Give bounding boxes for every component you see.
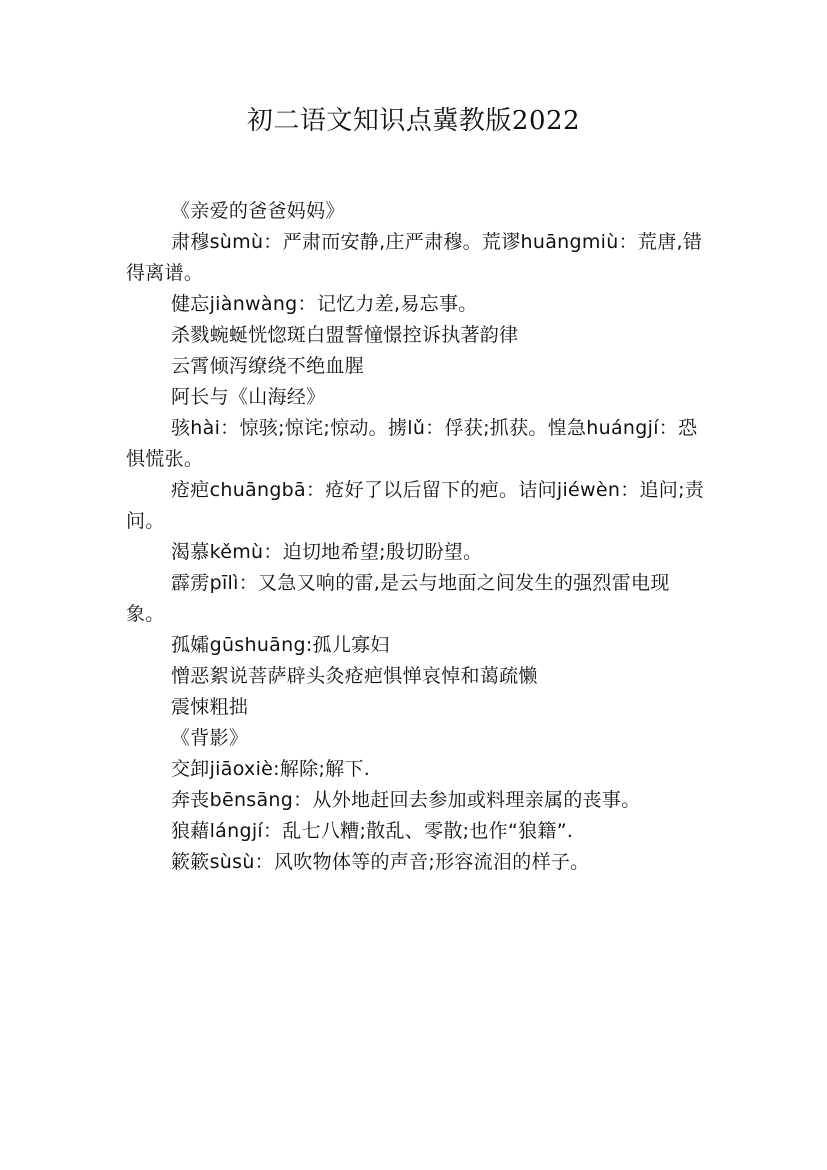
document-title: 初二语文知识点冀教版2022: [246, 106, 581, 136]
paragraph: 震悚粗拙: [171, 696, 249, 718]
paragraph-heading-a-chang: 阿长与《山海经》: [171, 386, 326, 408]
paragraph: 交卸jiāoxiè:解除;解下.: [171, 758, 371, 780]
paragraph: 霹雳pīlì：又急又响的雷,是云与地面之间发生的强烈雷电现象。: [126, 572, 670, 625]
paragraph: 疮疤chuāngbā：疮好了以后留下的疤。诘问jiéwèn：追问;责问。: [126, 479, 705, 532]
paragraph: 狼藉lángjí：乱七八糟;散乱、零散;也作“狼籍”.: [171, 820, 574, 842]
paragraph: 奔丧bēnsāng：从外地赶回去参加或料理亲属的丧事。: [171, 789, 641, 811]
paragraph: 杀戮蜿蜒恍惚斑白盟誓憧憬控诉执著韵律: [171, 324, 519, 346]
paragraph: 簌簌sùsù：风吹物体等的声音;形容流泪的样子。: [171, 851, 590, 873]
paragraph: 云霄倾泻缭绕不绝血腥: [171, 355, 365, 377]
document-body: [126, 196, 706, 878]
paragraph: 健忘jiànwàng：记忆力差,易忘事。: [171, 293, 478, 315]
paragraph: 孤孀gūshuāng:孤儿寡妇: [171, 634, 390, 656]
paragraph: 渴慕kěmù：迫切地希望;殷切盼望。: [171, 541, 483, 563]
paragraph: 骇hài：惊骇;惊诧;惊动。掳lǔ：俘获;抓获。惶急huángjí：恐惧慌张。: [126, 417, 698, 470]
paragraph-heading-bei-ying: 《背影》: [171, 727, 249, 749]
paragraph: 憎恶絮说菩萨辟头灸疮疤惧惮哀悼和蔼疏懒: [171, 665, 538, 687]
paragraph: 肃穆sùmù：严肃而安静,庄严肃穆。荒谬huāngmiù：荒唐,错得离谱。: [126, 231, 703, 284]
paragraph-heading-dear-parents: 《亲爱的爸爸妈妈》: [171, 200, 345, 222]
